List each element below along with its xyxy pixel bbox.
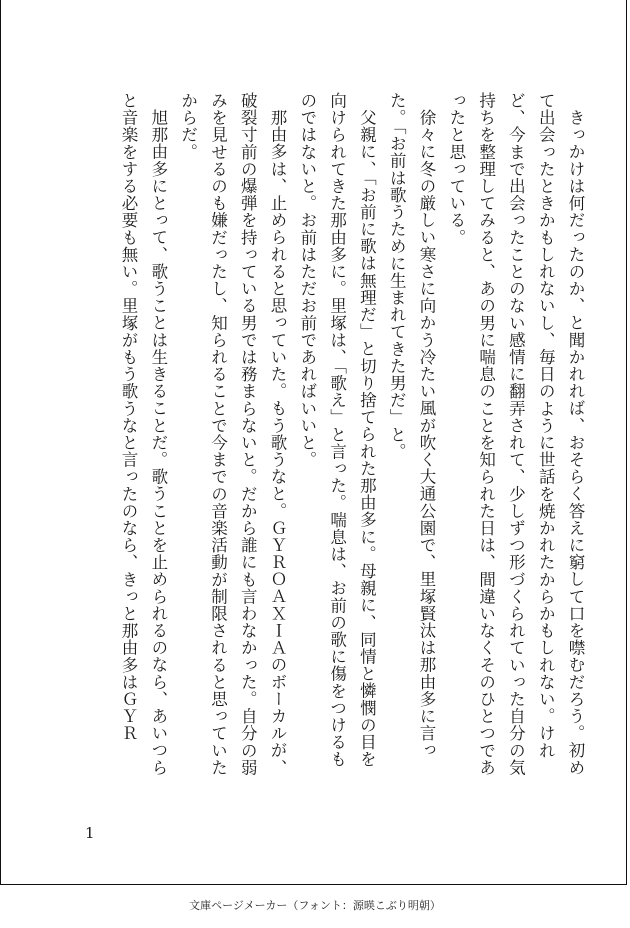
paragraph-1: きっかけは何だったのか、と聞かれれば、おそらく答えに窮して口を噤むだろう。初めて出会ったときかもしれないし、毎日のように世話を焼かれたからかもしれない。けれど、今まで出会ったことのない感情に翻弄されて、少しずつ形づくられていった自分の気持ちを整理してみると、あの男に喘息のことを知られた日は、間違いなくそのひとつであったと思っている。 xyxy=(446,92,585,776)
paragraph-2: 徐々に冬の厳しい寒さに向かう冷たい風が吹く大通公園で、里塚賢汰は那由多に言った。「お前は歌うために生まれてきた男だ」と。 xyxy=(387,92,437,759)
footer-credit: 文庫ページメーカー（フォント：源暎こぶり明朝） xyxy=(189,899,441,912)
vertical-text-body xyxy=(30,92,590,782)
paragraph-3: 父親に、「お前に歌は無理だ」と切り捨てられた那由多に。母親に、同情と憐憫の目を向けられてきた那由多に。里塚は、「歌え」と言った。喘息は、お前の歌に傷をつけるものではないと。お前はただお前であればいいと。 xyxy=(297,92,377,768)
paragraph-5: 旭那由多にとって、歌うことは生きることだ。歌うことを止められるのなら、あいつらと音楽をする必要も無い。里塚がもう歌うなと言ったのなら、きっと那由多はＧＹＲ xyxy=(119,92,168,776)
paragraph-4: 那由多は、止められると思っていた。もう歌うなと。ＧＹＲＯＡＸＩＡのボーカルが、破裂寸前の爆弾を持っている男では務まらないと。だから誰にも言わなかった。自分の弱みを見せるのも嫌だったし、知られることで今までの音楽活動が制限されると思っていたからだ。 xyxy=(178,92,288,776)
page-number: 1 xyxy=(85,824,95,842)
